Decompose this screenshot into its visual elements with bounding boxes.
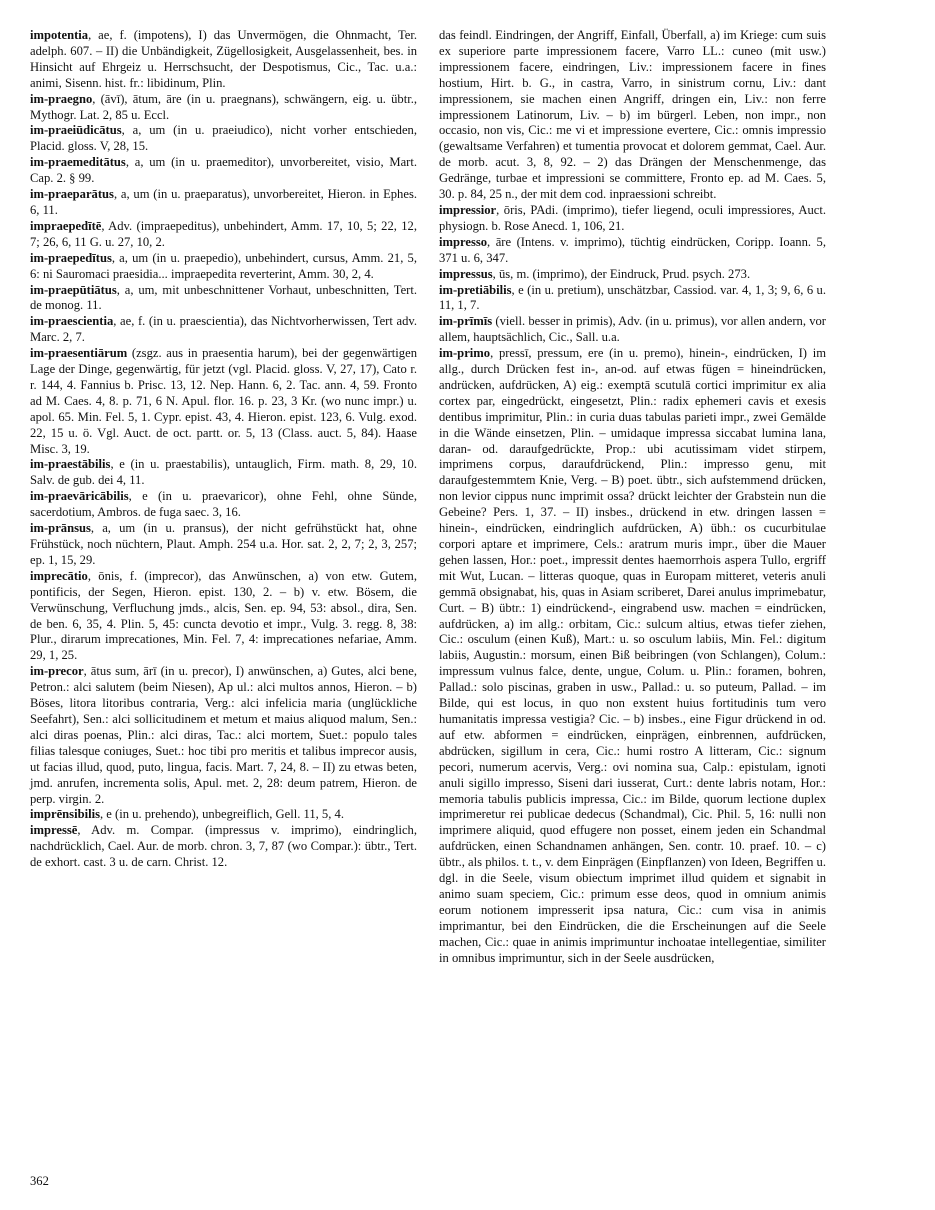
lemma: im-praevāricābilis (30, 489, 129, 504)
entry (30, 807, 417, 823)
lemma: im-precor (30, 664, 84, 679)
entry-text: , a, um, mit unbeschnittener Vorhaut, unbeschnitten, Tert. de monog. 11. (30, 282, 417, 313)
entry-text: , ae, f. (in u. praescientia), das Nichtvorherwissen, Tert adv. Marc. 2, 7. (30, 314, 417, 345)
lemma: im-praepedītus (30, 250, 112, 265)
lemma: im-praepūtiātus (30, 282, 117, 297)
right-column (439, 28, 826, 966)
entry (30, 489, 417, 521)
entry (30, 187, 417, 219)
entry (30, 521, 417, 569)
lemma: im-praeiūdicātus (30, 123, 122, 138)
entry (30, 346, 417, 457)
entry (30, 664, 417, 807)
entry (30, 283, 417, 315)
entry (439, 203, 826, 235)
entry (30, 457, 417, 489)
entry-text: , e (in u. praevaricor), ohne Fehl, ohne Sünde, sacerdotium, Ambros. de fuga saec. 3, 16. (30, 489, 417, 520)
dictionary-page (30, 28, 906, 1190)
lemma: impresso (439, 234, 488, 249)
entry-text: das feindl. Eindringen, der Angriff, Einfall, Überfall, a) im Kriege: cum suis ex superiore parte impressionem facere, Varro LL.: cuneo (mit usw.) impressionem facere, eindringen, Liv.: impressionem facere in fines hostium, Hirt. b. G., in castra, Varro, in sinistrum cornu, Liv.: dant impressionem, sie machen einen Angriff, dringen ein, Liv.: non ferre impressionem Latinorum, Liv. – b) im bürgerl. Leben, non impr., non occasio, non vis, Cic.: me vi et impressione evertere, Cic.: omnis impressio (gewaltsame Verfahren) et tumentia provocat et dolorem gemmat, Cael. Aur. de morb. acut. 3, 8, 92. – 2) das Drängen der Menschenmenge, das Gedränge, turbae et impressioni se committere, Fronto ep. ad M. Caes. 5, 30. p. 84, 25 n., der mit dem cod. inpraessioni schreibt. (439, 28, 826, 202)
lemma: impressus (439, 266, 493, 281)
lemma: impotentia (30, 28, 89, 42)
entry (439, 314, 826, 346)
entry-text: , ōris, PAdi. (imprimo), tiefer liegend, oculi impressiores, Auct. physiogn. b. Rose Anecd. 1, 106, 21. (439, 202, 826, 233)
entry-text: , pressī, pressum, ere (in u. premo), hinein-, eindrücken, I) im allg., durch Drücken fest in-, an-od. auf etwas fügen = hineindrücken, andrücken, aufdrücken, A) eig.: exemptā scutulā cortici imprimitur ex alia cortex par, eingedrückt, eingesetzt, Plin.: radix ephemeri cavis et exesis dentibus imprimitur, Plin.: in curia duas tabulas parieti impr., zwei Gemälde in die Wände einsetzen, Plin. – umidaque impressa siccabat lumina lana, daran- od. daraufgedrückte, Prop.: ubi acutissimam videt stirpem, imprimens corpus, daraufdrückend, Plin.: impresso genu, mit daraufgestemmtem Knie, Verg. – B) poet. übtr., sich aufstemmend drücken, non levior cippus nunc imprimit ossa? drückt leichter der Grabstein nun die Gebeine? Pers. 1, 37. – II) insbes., drückend in etw. dringen lassen = hinein-, eindrücken, eindringlich aufdrücken, A) übh.: os cucurbitulae corpori aptare et imprimere, Cels.: aratrum muris impr., über die Mauer gehen lassen, Hor.: poet., impressit dentes haemorrhois aspera Tullo, ergriff mit Wut, Lucan. – litteras quoque, quas in Europam mitteret, veteris anuli gemmā obsignabat, his, quas in Asiam scriberet, Darei anulus imprimebatur, Curt. – B) übtr.: 1) eindrückend-, eingrabend usw. machen = eindrücken, aufdrücken, a) im allg.: orbitam, Cic.: sulcum altius, etwas tiefer ziehen, Cic.: osculum (einen Kuß), Mart.: u. so osculum labiis, Min. Fel.: digitum labiis, Augustin.: morsum, einen Biß beibringen (von Schlangen), Colum.: impressum vulnus falce, dente, ungue, Colum. u. Plin.: foramen, bohren, Pallad.: solo piscinas, graben in usw., Pallad.: u. so puteum, Pallad. – im Bilde, qui est locus, in quo non exstent huius fortitudinis tum vero humanitatis impressa vestigia? Cic. – b) insbes., eine Figur drückend in od. auf etw. abformen = eindrücken, einprägen, einbrennen, aufdrücken, abdrücken, sigillum in cera, Cic.: humi rostro A litteram, Cic.: signum pecori, numerum acervis, Verg.: ovi nomina sua, Calp.: epistulam, ignoti anuli sigillo impresso, Siseni dari iusserat, Curt.: dente labris notam, Hor.: memoria tabulis publicis impressa, Cic.: im Bilde, quorum lectione duplex imprimeretur rei publicae dedecus (Schandmal), Cic. Phil. 5, 16: nulli non imprimere aliquid, quod effugere non posset, einem jeden ein Schandmal aufdrücken, einen Schandnamen anhängen, Sen. contr. 10. praef. 10. – c) übtr., als philos. t. t., v. dem Einprägen (Einpflanzen) von Ideen, Begriffen u. dgl. in die Seele, visum obiectum imprimet illud quidem et signabit in animo suam speciem, Cic.: primum esse deos, quod in omnium animis eorum notionem impresserit ipsa natura, Cic.: cum visa in animis imprimantur, bei den Eindrücken, die die Erscheinungen auf die Seele machen, Cic.: quae in animis imprimuntur inchoatae intellegentiae, similiter in omnibus imprimuntur, sich in der Seele ausdrücken, (439, 346, 826, 965)
entry-text: (viell. besser in primis), Adv. (in u. primus), vor allen andern, vor allem, hauptsächlich, Cic., Sall. u.a. (439, 314, 826, 345)
entry-text: , a, um (in u. pransus), der nicht gefrühstückt hat, ohne Frühstück, noch nüchtern, Plaut. Amph. 254 u.a. Hor. sat. 2, 2, 7; 2, 3, 257; ep. 1, 15, 29. (30, 521, 417, 567)
entry (439, 235, 826, 267)
page-number: 362 (30, 1174, 49, 1188)
entry (30, 155, 417, 187)
lemma: im-praegno (30, 91, 93, 106)
entry-text: , ōnis, f. (imprecor), das Anwünschen, a) von etw. Gutem, pontificis, der Segen, Hieron. epist. 130, 2. – b) v. etw. Bösem, die Verwünschung, Verfluchung jmds., alcis, Sen. ep. 94, 53: absol., dira, Sen. de ben. 6, 35, 4. Plin. 5, 45: cuncta devotio et impr., Vulg. 3. regg. 8, 38: Plur., dirarum imprecationes, Min. Fel. 7, 4: imprecationes nefariae, Amm. 29, 1, 25. (30, 568, 417, 663)
left-column (30, 28, 417, 871)
entry-text: , e (in u. praestabilis), untauglich, Firm. math. 8, 29, 10. Salv. de gub. dei 4, 11. (30, 457, 417, 488)
entry (439, 346, 826, 966)
entry-text: , Adv. m. Compar. (impressus v. imprimo), eindringlich, nachdrücklich, Cael. Aur. de morb. chron. 3, 7, 87 (wo Compar.): übtr., Tert. de exhort. cast. 3 u. de carn. Christ. 12. (30, 823, 417, 870)
lemma: im-prānsus (30, 521, 91, 536)
lemma: im-praemeditātus (30, 155, 126, 170)
lemma: imprecātio (30, 568, 88, 583)
lemma: impraepedītē (30, 218, 102, 233)
entry (439, 283, 826, 315)
entry-text: , (āvī), ātum, āre (in u. praegnans), schwängern, eig. u. übtr., Mythogr. Lat. 2, 85 u. Eccl. (30, 91, 417, 122)
entry-text: , e (in u. pretium), unschätzbar, Cassiod. var. 4, 1, 3; 9, 6, 6 u. 11, 1, 7. (439, 282, 826, 313)
lemma: im-primo (439, 346, 491, 361)
entry-text: , a, um (in u. praeparatus), unvorbereitet, Hieron. in Ephes. 6, 11. (30, 187, 417, 217)
entry (30, 219, 417, 251)
lemma: im-pretiābilis (439, 282, 512, 297)
entry (30, 314, 417, 346)
entry-text: , e (in u. prehendo), unbegreiflich, Gell. 11, 5, 4. (99, 807, 344, 822)
lemma: im-praestābilis (30, 457, 111, 472)
lemma: im-prīmīs (439, 314, 493, 329)
entry-text: , a, um (in u. praemeditor), unvorbereitet, visio, Mart. Cap. 2. § 99. (30, 155, 417, 186)
entry (30, 28, 417, 92)
entry-text: , ātus sum, ārī (in u. precor), I) anwünschen, a) Gutes, alci bene, Petron.: alci salutem (beim Niesen), Ap ul.: alci multos annos, Hieron. – b) Böses, litora litoribus contraria, Verg.: alci infelicia maria (unglückliche Seefahrt), Sen.: alci sollicitudinem et metum et maius aliquod malum, Sen.: alci diras poenas, Plin.: alci diras, Tac.: alci mortem, Suet.: populo tales filias talesque coniuges, Suet.: hoc tibi pro meritis et talibus imprecor ausis, ut facias illud, quod, puto, lingua, facis. Mart. 7, 24, 8. – II) zu etwas beten, jmd. anrufen, incrementa solis, Apul. met. 2, 28: deum patrem, Hieron. de perp. virgin. 2. (30, 664, 417, 806)
lemma: imprēnsibilis (30, 807, 100, 822)
entry-text: , ae, f. (impotens), I) das Unvermögen, die Ohnmacht, Ter. adelph. 607. – II) die Unbändigkeit, Zügellosigkeit, Ausgelassenheit, bes. in Hinsicht auf Ehrgeiz u. Herrschsucht, der Despotismus, Cic., Tac. u.a.: animi, Sisenn. hist. fr.: libidinum, Plin. (30, 28, 417, 90)
entry-text: , āre (Intens. v. imprimo), tüchtig eindrücken, Coripp. Ioann. 5, 371 u. 6, 347. (439, 234, 826, 265)
entry (30, 251, 417, 283)
entry-text: (zsgz. aus in praesentia harum), bei der gegenwärtigen Lage der Dinge, gegenwärtig, für jetzt (vgl. Placid. gloss. V, 27, 17), Cato r. r. 144, 4. Fannius b. Prisc. 13, 12. Nep. Hann. 6, 2. Tac. ann. 4, 59. Fronto ad M. Caes. 4, 8. p. 71, 6 N. Apul. flor. 16. p. 23, 3 Kr. (wo nunc impr.) u. apol. 65. Min. Fel. 5, 1. Cypr. epist. 43, 4. Hieron. epist. 123, 6. Vulg. exod. 22, 15 u. ö. Vgl. Auct. de oct. partt. or. 5, 13 (Class. auct. 5, 84). Haase Misc. 3, 19. (30, 346, 417, 456)
entry-text: , Adv. (impraepeditus), unbehindert, Amm. 17, 10, 5; 22, 12, 7; 26, 6, 11 G. u. 27, 10, 2. (30, 218, 417, 249)
entry (439, 267, 826, 283)
entry-text: , ūs, m. (imprimo), der Eindruck, Prud. psych. 273. (492, 266, 751, 281)
lemma: im-praeparātus (30, 187, 114, 202)
lemma: im-praescientia (30, 314, 114, 329)
entry-text: , a, um (in u. praeiudico), nicht vorher entschieden, Placid. gloss. V, 28, 15. (30, 123, 417, 154)
entry (30, 123, 417, 155)
entry (439, 28, 826, 203)
entry-text: , a, um (in u. praepedio), unbehindert, cursus, Amm. 21, 5, 6: ni Sauromaci praesidia... impraepedita reverterint, Amm. 30, 2, 4. (30, 250, 417, 281)
entry (30, 823, 417, 871)
lemma: im-praesentiārum (30, 346, 128, 361)
lemma: impressē (30, 823, 78, 838)
entry (30, 92, 417, 124)
entry (30, 569, 417, 664)
lemma: impressior (439, 202, 497, 217)
